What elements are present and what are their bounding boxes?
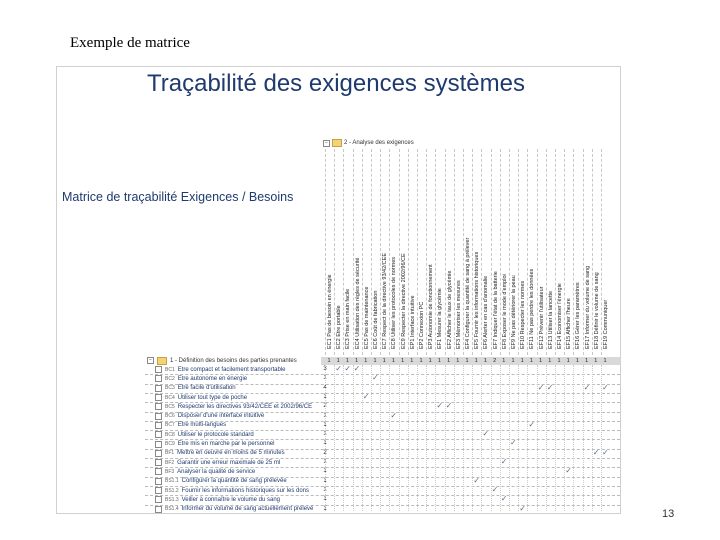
section-label: 1 - Définition des besoins des parties prenantes [170, 357, 297, 364]
check-icon[interactable]: ✓ [473, 475, 480, 485]
check-icon[interactable]: ✓ [537, 382, 545, 392]
folder-icon [157, 357, 167, 365]
requirement-row[interactable] [155, 439, 274, 448]
requirement-row[interactable] [155, 402, 312, 411]
column-count: 1 [474, 358, 478, 364]
column-header-label: EF11 Ne pas perdre les données [529, 268, 536, 349]
requirement-label: Utiliser tout type de poche [177, 394, 248, 401]
column-count: 1 [382, 358, 386, 364]
column-header [426, 149, 435, 355]
column-header-label: EF18 Définir le volume de sang [593, 272, 600, 349]
requirement-count: 1 [323, 421, 327, 428]
check-icon[interactable]: ✓ [344, 364, 352, 373]
column-count: 1 [373, 358, 377, 364]
column-divider [445, 365, 446, 511]
requirement-code: BC4 [165, 394, 175, 401]
column-divider [353, 365, 354, 511]
column-header [491, 149, 500, 355]
requirement-code: BC7 [165, 422, 175, 429]
column-header [546, 149, 555, 355]
requirement-label: Etre compact et facilement transportable [177, 366, 286, 373]
column-header-label: EF7 Indiquer l'état de la batterie [492, 271, 499, 349]
item-icon [155, 459, 162, 466]
column-count: 1 [355, 358, 359, 364]
column-header [435, 149, 444, 355]
column-header [325, 149, 334, 355]
column-divider [362, 365, 363, 511]
requirement-code: BC8 [165, 431, 175, 438]
requirement-label: Etre autonome en énergie [177, 375, 248, 382]
column-header [399, 149, 408, 355]
check-icon[interactable]: ✓ [436, 401, 444, 411]
requirement-row[interactable] [155, 430, 254, 439]
column-header-label: EF6 Alerter en cas d'anomalie [483, 275, 490, 349]
collapse-icon[interactable]: − [147, 357, 154, 364]
column-count: 1 [594, 358, 598, 364]
column-count: 1 [529, 358, 533, 364]
column-divider [389, 365, 390, 511]
requirement-count: 1 [323, 477, 327, 484]
requirement-code: BC9 [165, 441, 175, 448]
requirement-count: 2 [323, 449, 327, 456]
column-count: 2 [493, 358, 497, 364]
column-count: 1 [428, 358, 432, 364]
column-divider [564, 365, 565, 511]
requirement-code: BC5 [165, 403, 175, 410]
column-divider [500, 365, 501, 511]
requirement-count: 1 [323, 468, 327, 475]
check-icon[interactable]: ✓ [583, 382, 591, 392]
column-header-label: EF4 Configurer la quantité de sang à prélever [465, 237, 471, 349]
requirement-code: BF3 [165, 468, 175, 475]
requirement-count: 1 [323, 505, 327, 512]
check-icon[interactable]: ✓ [528, 419, 536, 429]
column-header-label: EP1 Interface intuitive [409, 295, 416, 349]
column-divider [518, 365, 519, 511]
item-icon [155, 385, 162, 392]
column-count: 1 [391, 358, 395, 364]
column-divider [343, 365, 344, 511]
column-header [518, 149, 527, 355]
column-header-label: EF14 Economiser l'énergie [557, 283, 563, 349]
column-count: 1 [437, 358, 441, 364]
column-count: 1 [447, 358, 451, 364]
matrix-main-title: Traçabilité des exigences systèmes [147, 70, 525, 97]
column-header [527, 149, 536, 355]
column-header-label: EP3 Autonomie de fonctionnement [428, 264, 435, 349]
requirement-label: Mettre en oeuvre en moins de 5 minutes [177, 450, 285, 457]
check-icon[interactable]: ✓ [372, 373, 379, 383]
item-icon [155, 403, 162, 410]
slide-title: Exemple de matrice [70, 35, 190, 51]
requirement-code: BC3 [165, 385, 175, 392]
column-count: 1 [511, 358, 515, 364]
requirement-label: Respecter les directives 93/42/CEE et 2002/96/CE [177, 403, 313, 410]
folder-icon [332, 139, 342, 147]
requirement-count: 1 [323, 375, 327, 382]
requirement-row[interactable] [155, 365, 285, 374]
column-header-label: EF19 Communiquer [603, 299, 609, 349]
requirement-row[interactable] [155, 449, 285, 458]
column-count: 1 [502, 358, 506, 364]
requirement-count: 1 [323, 412, 327, 419]
column-header-label: EF1 Mesurer la glycémie [437, 288, 444, 349]
column-divider [472, 365, 473, 511]
requirement-count: 1 [323, 496, 327, 503]
requirement-row[interactable] [155, 458, 280, 467]
requirement-count: 1 [323, 431, 327, 438]
column-divider [380, 365, 381, 511]
requirement-row[interactable] [155, 486, 309, 495]
column-header-label: EF16 Gérer les paramètres [575, 282, 582, 349]
column-header [555, 149, 564, 355]
check-icon[interactable]: ✓ [482, 429, 490, 439]
requirement-count: 4 [323, 384, 327, 391]
requirement-label: Informer du volume de sang actuellement prélevé [181, 506, 314, 513]
column-count: 1 [465, 358, 469, 364]
check-icon[interactable]: ✓ [390, 410, 398, 420]
column-header-label: EC6 Coût de fabrication [373, 290, 379, 349]
column-header-label: EF3 Mémoriser les mesures [455, 280, 462, 349]
check-icon[interactable]: ✓ [335, 364, 342, 373]
requirement-code: BC6 [165, 413, 175, 420]
tree-header-label: 2 - Analyse des exigences [344, 140, 414, 146]
column-header-label: EF8 Exposer le mode d'emploi [501, 274, 508, 349]
item-icon [155, 394, 162, 401]
column-header-label: EC1 Pas de besoin en énergie [327, 274, 333, 349]
requirement-count: 1 [323, 440, 327, 447]
check-icon[interactable]: ✓ [565, 466, 572, 476]
requirement-label: Disposer d'une interface intuitive [177, 413, 265, 420]
column-header-label: EC7 Respect de la directive 93/42/CEE [382, 253, 389, 349]
requirement-label: Fournir les informations historiques sur les dons [181, 487, 310, 494]
column-header-label: EP2 Connexion PC [419, 301, 425, 349]
column-header [564, 149, 573, 355]
column-header [380, 149, 389, 355]
column-divider [334, 365, 335, 511]
item-icon [155, 413, 162, 420]
column-header [481, 149, 490, 355]
requirement-row[interactable] [155, 412, 264, 421]
column-divider [592, 365, 593, 511]
item-icon [155, 450, 162, 457]
check-icon[interactable]: ✓ [500, 457, 508, 466]
requirement-row[interactable] [155, 495, 280, 504]
column-count: 1 [603, 358, 607, 364]
column-header [389, 149, 398, 355]
check-icon[interactable]: ✓ [519, 503, 526, 513]
matrix-subtitle: Matrice de traçabilité Exigences / Besoins [62, 190, 294, 204]
column-header-label: EF10 Respecter les normes [520, 280, 527, 349]
check-icon[interactable]: ✓ [362, 391, 370, 401]
column-count: 1 [575, 358, 579, 364]
requirement-row[interactable] [155, 384, 236, 393]
item-icon [155, 478, 162, 485]
item-icon [155, 422, 162, 429]
column-header-label: EF9 Ne pas détériorer la peau [511, 275, 517, 349]
requirement-label: Analyser la qualité de service [177, 468, 256, 475]
item-icon [155, 375, 162, 382]
column-divider [527, 365, 528, 511]
check-icon[interactable]: ✓ [602, 382, 609, 392]
requirement-code: BF2 [165, 459, 175, 466]
column-divider [325, 365, 326, 511]
section-row[interactable] [147, 356, 297, 365]
requirement-row[interactable] [155, 393, 247, 402]
column-count: 1 [566, 358, 570, 364]
column-divider [454, 365, 455, 511]
column-divider [408, 365, 409, 511]
column-count: 1 [364, 358, 368, 364]
column-header-label: EC4 Utilisation des règles de sécurité [354, 257, 361, 349]
column-divider [399, 365, 400, 511]
column-count: 1 [401, 358, 405, 364]
column-header [583, 149, 592, 355]
requirement-row[interactable] [155, 374, 247, 383]
requirement-code: BC1 [165, 366, 175, 373]
column-divider [555, 365, 556, 511]
collapse-icon[interactable]: − [323, 140, 330, 147]
column-header-label: EC5 Pas de maintenance [363, 286, 370, 349]
requirement-label: Configurer la quantité de sang prélevée [181, 478, 287, 485]
tree-header[interactable] [323, 139, 414, 147]
column-header-label: EC3 Prise en main facile [345, 288, 352, 349]
check-icon[interactable]: ✓ [491, 484, 499, 494]
requirement-count: 2 [323, 403, 327, 410]
page-number: 13 [662, 508, 675, 520]
column-header [601, 149, 610, 355]
requirement-count: 3 [323, 366, 327, 372]
column-count: 1 [483, 358, 487, 364]
requirement-count: 1 [323, 486, 327, 493]
column-header [371, 149, 380, 355]
column-divider [417, 365, 418, 511]
check-icon[interactable]: ✓ [546, 382, 554, 392]
column-header [500, 149, 509, 355]
requirement-row[interactable] [155, 467, 255, 476]
column-count: 1 [410, 358, 414, 364]
item-icon [155, 366, 162, 373]
item-icon [155, 441, 162, 448]
requirement-code: BS1.4 [165, 506, 179, 513]
column-header [334, 149, 343, 355]
column-header [573, 149, 582, 355]
requirement-label: Utiliser le protocole standard [177, 431, 254, 438]
check-icon[interactable]: ✓ [445, 401, 453, 411]
column-header-label: EF15 Afficher l'heure [566, 298, 573, 349]
column-count: 1 [345, 358, 349, 364]
item-icon [155, 496, 162, 503]
requirement-code: BF1 [165, 450, 175, 457]
requirement-label: Etre mis en marche par le personnel [177, 441, 275, 448]
column-header-label: EF17 Informer du volume de sang [584, 265, 591, 349]
column-header [463, 149, 472, 355]
column-header-label: EF12 Prévenir l'utilisateur [538, 286, 545, 349]
item-icon [155, 431, 162, 438]
requirement-label: Veiller à connaître le volume du sang [181, 496, 281, 503]
column-header-label: EF13 Utiliser la lancette [547, 290, 554, 349]
column-header [592, 149, 601, 355]
item-icon [155, 506, 162, 513]
column-header [445, 149, 454, 355]
requirement-label: Etre multi-langues [177, 422, 227, 429]
column-header [472, 149, 481, 355]
column-count: 1 [336, 358, 340, 364]
column-header-label: EF5 Fournir les informations historiques [474, 251, 481, 349]
column-count: 1 [539, 358, 543, 364]
column-count-row [321, 357, 621, 365]
column-divider [463, 365, 464, 511]
column-count: 1 [327, 358, 331, 364]
column-count: 1 [520, 358, 524, 364]
requirement-label: Garantir une erreur maximale de 25 ml [177, 459, 281, 466]
column-count: 1 [585, 358, 589, 364]
requirement-row[interactable] [155, 505, 313, 514]
column-header-label: EC9 Respecter la directive 2002/96/CE [400, 253, 407, 349]
requirement-label: Etre facile d'utilisation [177, 385, 236, 392]
column-header-label: EF2 Afficher le taux de glycémie [446, 270, 453, 349]
requirement-row[interactable] [155, 477, 287, 486]
column-header [362, 149, 371, 355]
column-header [417, 149, 426, 355]
requirement-count: 1 [323, 393, 327, 400]
column-header-label: EC2 Etre portable [336, 305, 343, 349]
column-divider [573, 365, 574, 511]
item-icon [155, 468, 162, 475]
item-icon [155, 487, 162, 494]
column-header [408, 149, 417, 355]
column-header [353, 149, 362, 355]
column-divider [426, 365, 427, 511]
column-count: 1 [419, 358, 423, 364]
column-header [509, 149, 518, 355]
check-icon[interactable]: ✓ [510, 438, 517, 448]
column-header [343, 149, 352, 355]
column-header [537, 149, 546, 355]
requirement-code: BS1.2 [165, 487, 179, 494]
matrix-screenshot [56, 66, 621, 514]
check-icon[interactable]: ✓ [592, 447, 600, 457]
check-icon[interactable]: ✓ [353, 364, 361, 373]
check-icon[interactable]: ✓ [602, 447, 609, 457]
requirement-row[interactable] [155, 421, 226, 430]
column-divider [435, 365, 436, 511]
requirement-code: BS1.3 [165, 496, 179, 503]
requirement-code: BC2 [165, 375, 175, 382]
check-icon[interactable]: ✓ [500, 494, 508, 504]
column-divider [371, 365, 372, 511]
requirement-code: BS1.1 [165, 478, 179, 485]
column-header-label: EC8 Utiliser les protocoles de normes [391, 256, 398, 349]
column-count: 1 [548, 358, 552, 364]
column-headers [327, 149, 620, 357]
column-count: 1 [557, 358, 561, 364]
requirement-count: 1 [323, 459, 327, 465]
column-header [454, 149, 463, 355]
column-count: 1 [456, 358, 460, 364]
